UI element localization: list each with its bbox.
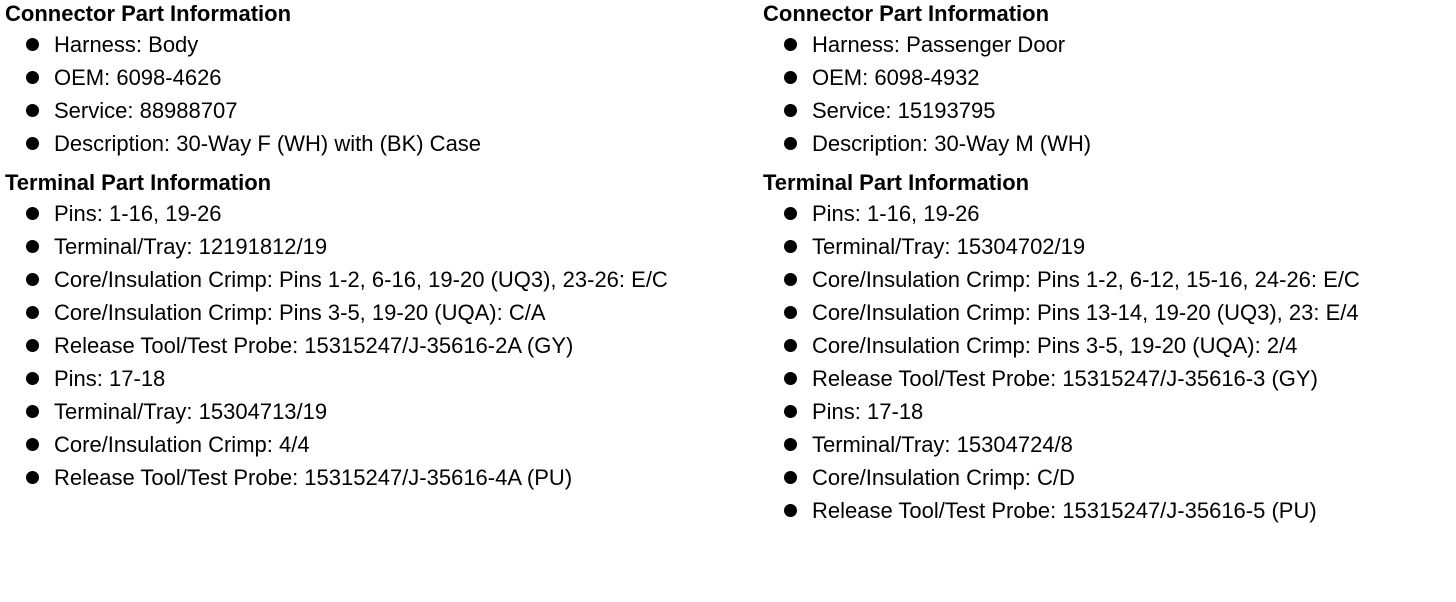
bullet-icon [26,273,39,286]
bullet-icon [784,273,797,286]
list-item [5,329,755,362]
bullet-icon [784,71,797,84]
bullet-icon [784,339,797,352]
list-item-text: Harness: Body [54,32,199,57]
list-item-text: Core/Insulation Crimp: Pins 1-2, 6-16, 19-20 (UQ3), 23-26: E/C [54,267,668,292]
list-item [5,127,755,160]
list-item [763,94,1453,127]
bullet-icon [26,306,39,319]
bullet-icon [26,372,39,385]
list-item [5,428,755,461]
bullet-icon [784,207,797,220]
bullet-icon [784,240,797,253]
bullet-icon [26,207,39,220]
list-item-text: Terminal/Tray: 12191812/19 [54,234,328,259]
list-item [5,461,755,494]
list-item-text: Core/Insulation Crimp: Pins 1-2, 6-12, 15-16, 24-26: E/C [812,267,1360,292]
list-item-text: Terminal/Tray: 15304702/19 [812,234,1086,259]
list-item [763,494,1453,527]
bullet-icon [784,438,797,451]
bullet-icon [784,405,797,418]
list-item-text: Release Tool/Test Probe: 15315247/J-35616-5 (PU) [812,498,1317,523]
bullet-icon [26,405,39,418]
list-item-text: Pins: 17-18 [54,366,166,391]
right-column [763,0,1453,527]
list-item [763,127,1453,160]
list-item [763,329,1453,362]
list-item-text: Description: 30-Way M (WH) [812,131,1092,156]
list-item [5,395,755,428]
list-item [763,61,1453,94]
list-item [5,296,755,329]
bullet-icon [26,471,39,484]
bullet-icon [26,38,39,51]
list-item-text: Release Tool/Test Probe: 15315247/J-35616-4A (PU) [54,465,573,490]
bullet-icon [26,104,39,117]
bullet-icon [784,471,797,484]
list-item-text: Description: 30-Way F (WH) with (BK) Case [54,131,482,156]
list-item [763,362,1453,395]
list-item-text: OEM: 6098-4626 [54,65,222,90]
terminal-group-2-right [763,395,1453,527]
list-item [5,197,755,230]
bullet-icon [784,504,797,517]
list-item [5,263,755,296]
list-item [763,461,1453,494]
bullet-icon [784,306,797,319]
list-item-text: Core/Insulation Crimp: C/D [812,465,1075,490]
bullet-icon [26,71,39,84]
left-column [5,0,755,494]
list-item-text: Pins: 1-16, 19-26 [812,201,980,226]
bullet-icon [26,137,39,150]
bullet-icon [784,38,797,51]
list-item [763,296,1453,329]
list-item [763,428,1453,461]
terminal-group-1-right [763,197,1453,395]
connector-heading-right: Connector Part Information [763,1,1050,26]
list-item-text: Service: 88988707 [54,98,238,123]
terminal-group-1-left [5,197,755,362]
list-item-text: Service: 15193795 [812,98,996,123]
terminal-group-2-left [5,362,755,494]
bullet-icon [784,137,797,150]
list-item-text: OEM: 6098-4932 [812,65,980,90]
list-item-text: Release Tool/Test Probe: 15315247/J-35616-3 (GY) [812,366,1318,391]
list-item [5,61,755,94]
bullet-icon [26,438,39,451]
list-item-text: Terminal/Tray: 15304724/8 [812,432,1073,457]
list-item [763,263,1453,296]
bullet-icon [26,339,39,352]
list-item-text: Core/Insulation Crimp: Pins 3-5, 19-20 (UQA): C/A [54,300,546,325]
list-item-text: Core/Insulation Crimp: 4/4 [54,432,310,457]
bullet-icon [784,372,797,385]
bullet-icon [784,104,797,117]
terminal-heading-right: Terminal Part Information [763,170,1030,195]
list-item-text: Core/Insulation Crimp: Pins 13-14, 19-20 (UQ3), 23: E/4 [812,300,1359,325]
list-item-text: Core/Insulation Crimp: Pins 3-5, 19-20 (UQA): 2/4 [812,333,1298,358]
list-item [5,28,755,61]
list-item-text: Pins: 1-16, 19-26 [54,201,222,226]
list-item [763,395,1453,428]
list-item [763,197,1453,230]
list-item-text: Terminal/Tray: 15304713/19 [54,399,328,424]
list-item [5,230,755,263]
connector-list-right [763,28,1453,160]
connector-list-left [5,28,755,160]
list-item-text: Release Tool/Test Probe: 15315247/J-35616-2A (GY) [54,333,574,358]
list-item [5,362,755,395]
connector-heading-left: Connector Part Information [5,1,292,26]
list-item [763,28,1453,61]
list-item-text: Harness: Passenger Door [812,32,1066,57]
bullet-icon [26,240,39,253]
list-item-text: Pins: 17-18 [812,399,924,424]
list-item [763,230,1453,263]
terminal-heading-left: Terminal Part Information [5,170,272,195]
list-item [5,94,755,127]
